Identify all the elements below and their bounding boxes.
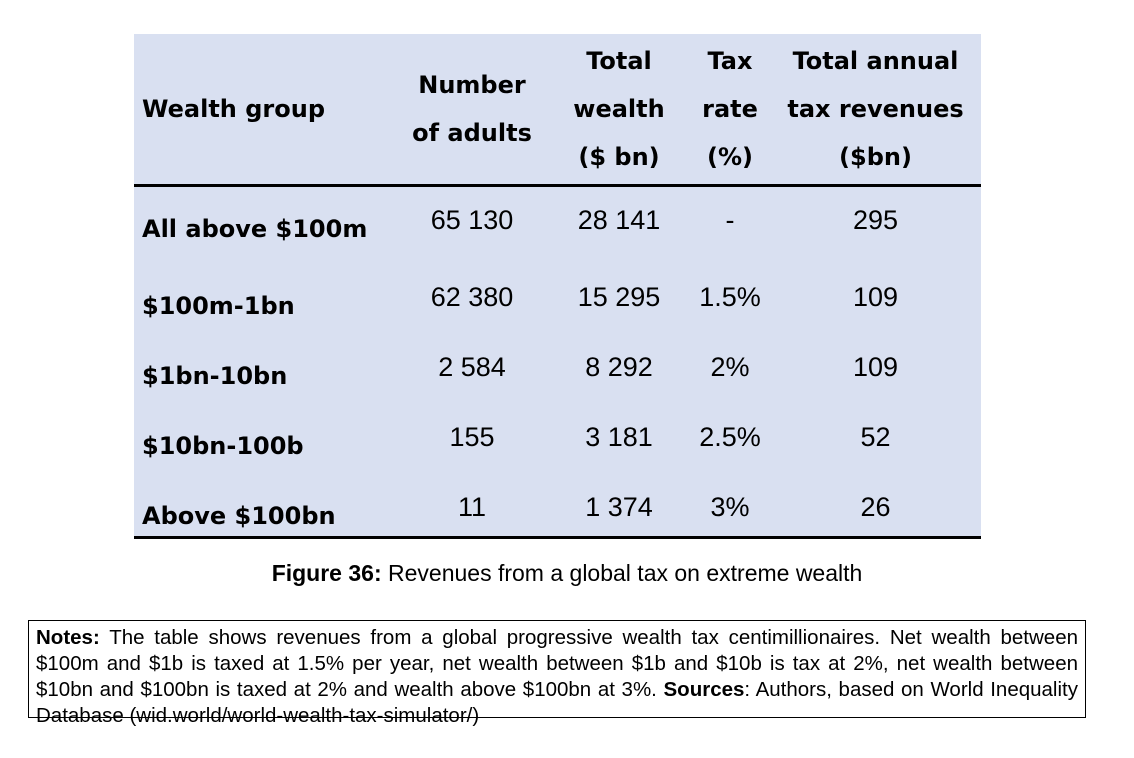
cell-tax-rate: 3%: [710, 491, 750, 522]
header-wealth-group: [134, 34, 396, 186]
cell-number-of-adults: 11: [457, 491, 487, 522]
header-total-annual-tax-revenues: [770, 34, 981, 186]
header-line: tax revenues: [787, 95, 964, 123]
cell-total-wealth: 15 295: [577, 281, 661, 312]
header-line: wealth: [573, 95, 665, 123]
cell-number-of-adults: 155: [449, 421, 495, 452]
sources-label: Sources: [663, 678, 745, 701]
cell-total-wealth: 28 141: [577, 205, 661, 235]
row-label: $10bn-100b: [142, 431, 304, 460]
cell-tax-rate: -: [725, 205, 735, 235]
table-row: [134, 264, 981, 334]
sources-text: : Authors, based on World Inequality Database (wid.world/world-wealth-tax-simulator/): [36, 678, 1078, 727]
figure-caption: [0, 560, 1134, 587]
header-line: Total annual: [792, 47, 959, 75]
table-row: [134, 404, 981, 474]
cell-tax-rate: 2%: [710, 351, 750, 382]
cell-tax-revenues: 109: [852, 281, 899, 312]
header-line: rate: [702, 95, 758, 123]
notes-box: [28, 620, 1086, 727]
header-line: ($bn): [839, 143, 912, 171]
header-total-wealth: [548, 34, 690, 186]
notes-label: Notes:: [36, 626, 100, 649]
cell-tax-revenues: 295: [852, 205, 899, 235]
table-bottom-rule: [134, 536, 981, 539]
cell-number-of-adults: 2 584: [438, 351, 506, 382]
wealth-tax-table: [134, 34, 981, 551]
header-line: (%): [707, 143, 753, 171]
table-header-row: [134, 34, 981, 186]
cell-number-of-adults: 65 130: [430, 205, 514, 235]
cell-tax-revenues: 26: [860, 491, 891, 522]
cell-total-wealth: 3 181: [585, 421, 653, 452]
row-label: $100m-1bn: [142, 291, 295, 320]
header-line: of adults: [412, 119, 532, 147]
row-label: $1bn-10bn: [142, 361, 288, 390]
cell-tax-rate: 2.5%: [699, 421, 761, 452]
cell-tax-rate: 1.5%: [699, 281, 761, 312]
header-line: Number: [418, 71, 526, 99]
table-row: [134, 334, 981, 404]
header-line: Wealth group: [142, 95, 325, 123]
table-row: [134, 186, 981, 264]
header-tax-rate: [690, 34, 770, 186]
notes-text: The table shows revenues from a global progressive wealth tax centimillionaires. Net wealth between $100m and $1b is taxed at 1.5% per year, net wealth between $1b and $10b is tax at 2%, net wealth between $10bn and $100bn is taxed at 2% and wealth above $100bn at 3%.: [36, 626, 1079, 701]
header-line: Total: [586, 47, 652, 75]
header-line: ($ bn): [578, 143, 660, 171]
row-label: Above $100bn: [142, 501, 336, 530]
wealth-tax-table-container: [134, 34, 981, 539]
cell-number-of-adults: 62 380: [430, 281, 514, 312]
row-label: All above $100m: [142, 215, 368, 243]
figure-title: Revenues from a global tax on extreme wealth: [388, 560, 863, 586]
cell-tax-revenues: 52: [860, 421, 891, 452]
cell-total-wealth: 1 374: [585, 491, 653, 522]
cell-tax-revenues: 109: [852, 351, 899, 382]
header-number-of-adults: [396, 34, 548, 186]
cell-total-wealth: 8 292: [585, 351, 653, 382]
figure-label: Figure 36:: [271, 560, 382, 586]
header-line: Tax: [707, 47, 753, 75]
